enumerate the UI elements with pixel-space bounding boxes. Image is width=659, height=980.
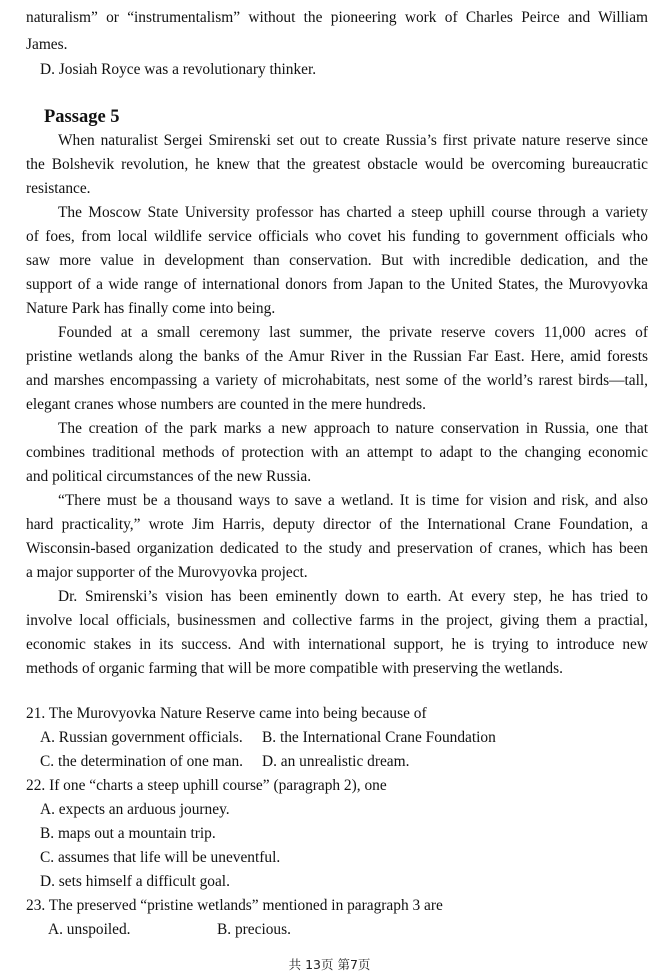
- passage-line: Wisconsin-based organization dedicated to the study and preservation of cranes, which has been: [26, 540, 648, 557]
- question-21-option-c: C. the determination of one man.: [40, 753, 244, 770]
- passage-line: a major supporter of the Murovyovka project.: [26, 564, 308, 581]
- passage-line: “There must be a thousand ways to save a wetland. It is time for vision and risk, and also: [58, 492, 648, 509]
- prev-passage-line: James.: [26, 36, 68, 53]
- prev-passage-line: naturalism” or “instrumentalism” without the pioneering work of Charles Peirce and William: [26, 9, 648, 26]
- passage-line: methods of organic farming that will be more compatible with preserving the wetlands.: [26, 660, 563, 677]
- passage-line: elegant cranes whose numbers are counted in the mere hundreds.: [26, 396, 427, 413]
- passage-line: combines traditional methods of protection with an attempt to adapt to the changing economic: [26, 444, 648, 461]
- passage-line: The creation of the park marks a new approach to nature conservation in Russia, one that: [58, 420, 648, 437]
- passage-line: Dr. Smirenski’s vision has been eminently down to earth. At every step, he has tried to: [58, 588, 648, 605]
- passage-line: and political circumstances of the new Russia.: [26, 468, 312, 485]
- question-22-stem: 22. If one “charts a steep uphill course” (paragraph 2), one: [26, 777, 387, 794]
- passage-line: resistance.: [26, 180, 91, 197]
- question-23-option-b: B. precious.: [217, 921, 291, 938]
- question-23-stem: 23. The preserved “pristine wetlands” mentioned in paragraph 3 are: [26, 897, 443, 914]
- passage-line: When naturalist Sergei Smirenski set out to create Russia’s first private nature reserve since: [58, 132, 648, 149]
- passage-line: hard practicality,” wrote Jim Harris, deputy director of the International Crane Foundation, a: [26, 516, 648, 533]
- question-23-option-a: A. unspoiled.: [48, 921, 131, 938]
- passage-line: the Bolshevik revolution, he knew that the greatest obstacle would be overcoming bureaucratic: [26, 156, 648, 173]
- question-22-option-c: C. assumes that life will be uneventful.: [40, 849, 281, 866]
- passage-line: Founded at a small ceremony last summer, the private reserve covers 11,000 acres of: [58, 324, 648, 341]
- question-21-option-d: D. an unrealistic dream.: [262, 753, 410, 770]
- passage-title: Passage 5: [44, 107, 120, 127]
- question-21-option-a: A. Russian government officials.: [40, 729, 243, 746]
- question-21-stem: 21. The Murovyovka Nature Reserve came into being because of: [26, 705, 427, 722]
- prev-question-option-d: D. Josiah Royce was a revolutionary thinker.: [40, 61, 317, 78]
- question-21-option-b: B. the International Crane Foundation: [262, 729, 496, 746]
- question-22-option-b: B. maps out a mountain trip.: [40, 825, 216, 842]
- question-22-option-d: D. sets himself a difficult goal.: [40, 873, 230, 890]
- passage-line: support of a wide range of international donors from Japan to the United States, the Murovyovka: [26, 276, 648, 293]
- passage-line: involve local officials, businessmen and collective farms in the project, giving them a practial,: [26, 612, 648, 629]
- passage-line: of foes, from local wildlife service officials who covet his funding to government officials who: [26, 228, 648, 245]
- passage-line: saw more value in development than conservation. But with incredible dedication, and the: [26, 252, 648, 269]
- passage-line: The Moscow State University professor has charted a steep uphill course through a variety: [58, 204, 648, 221]
- passage-line: and marshes encompassing a variety of microhabitats, nest some of the world’s rarest birds—tall,: [26, 372, 648, 389]
- page-number-footer: 共 13页 第7页: [288, 957, 371, 972]
- question-22-option-a: A. expects an arduous journey.: [40, 801, 230, 818]
- passage-line: Nature Park has finally come into being.: [26, 300, 276, 317]
- passage-line: pristine wetlands along the banks of the Amur River in the Russian Far East. Here, amid forests: [26, 348, 648, 365]
- passage-line: economic stakes in its success. And with international support, he is trying to introduce new: [26, 636, 648, 653]
